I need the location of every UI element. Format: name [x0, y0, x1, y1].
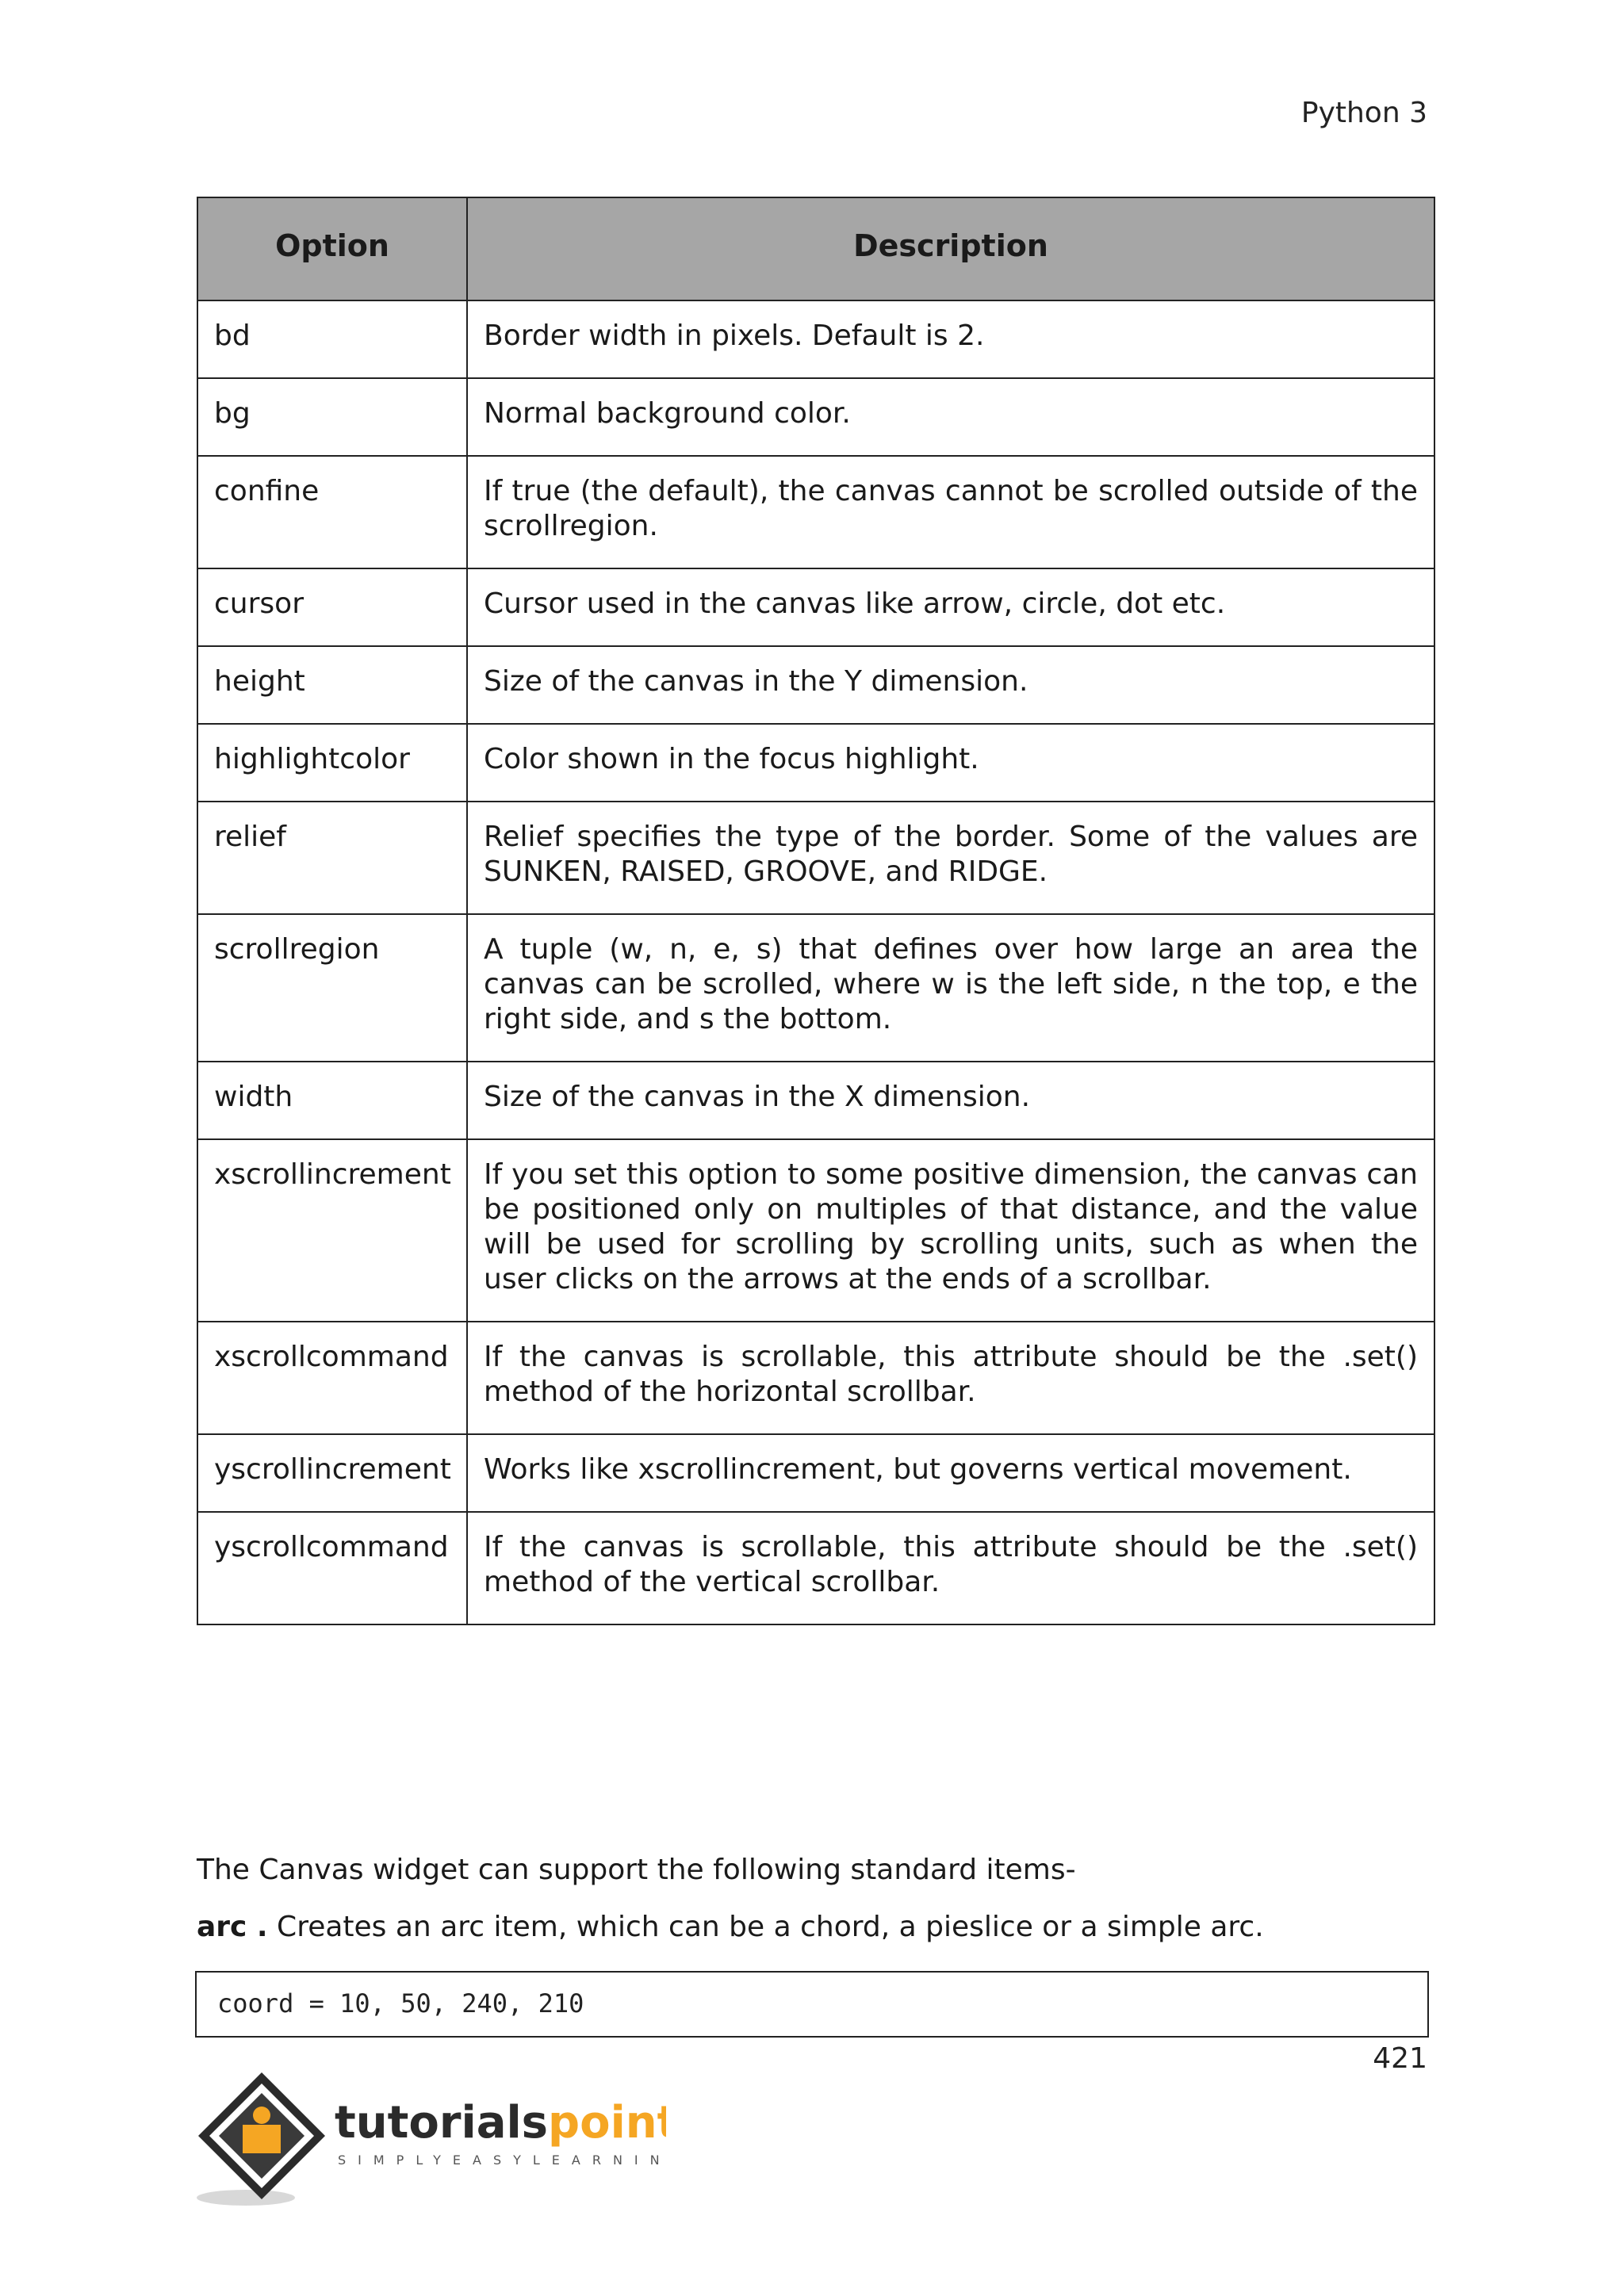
- table-row: [197, 1434, 1434, 1512]
- page-number: 421: [1373, 2042, 1427, 2075]
- description-cell: Relief specifies the type of the border. Some of the values are SUNKEN, RAISED, GROOVE, and RIDGE.: [467, 802, 1434, 914]
- table-row: [197, 568, 1434, 646]
- table-row: [197, 1512, 1434, 1624]
- description-cell: Border width in pixels. Default is 2.: [467, 300, 1434, 378]
- table-row: [197, 456, 1434, 568]
- description-cell: Works like xscrollincrement, but governs vertical movement.: [467, 1434, 1434, 1512]
- table-row: [197, 378, 1434, 456]
- logo-wordmark: tutorialspoint: [335, 2097, 666, 2149]
- option-cell: scrollregion: [197, 914, 467, 1062]
- option-cell: yscrollincrement: [197, 1434, 467, 1512]
- arc-term: arc .: [197, 1911, 268, 1943]
- option-cell: width: [197, 1062, 467, 1139]
- table-row: [197, 1139, 1434, 1322]
- description-cell: A tuple (w, n, e, s) that defines over how large an area the canvas can be scrolled, where w is the left side, n the top, e the right side, and s the bottom.: [467, 914, 1434, 1062]
- option-cell: relief: [197, 802, 467, 914]
- option-cell: bg: [197, 378, 467, 456]
- table-row: [197, 914, 1434, 1062]
- logo-person-head: [253, 2107, 270, 2124]
- description-cell: Cursor used in the canvas like arrow, circle, dot etc.: [467, 568, 1434, 646]
- table-row: [197, 724, 1434, 802]
- arc-description: Creates an arc item, which can be a chord, a pieslice or a simple arc.: [267, 1911, 1264, 1943]
- option-cell: xscrollcommand: [197, 1322, 467, 1434]
- tutorialspoint-logo: [190, 2069, 666, 2215]
- table-row: [197, 300, 1434, 378]
- description-cell: If true (the default), the canvas cannot be scrolled outside of the scrollregion.: [467, 456, 1434, 568]
- logo-book: [243, 2125, 281, 2153]
- table-body: [197, 300, 1434, 1624]
- option-cell: yscrollcommand: [197, 1512, 467, 1624]
- option-cell: xscrollincrement: [197, 1139, 467, 1322]
- logo-tagline: SIMPLYEASYLEARNING: [338, 2152, 666, 2168]
- table-header-row: [197, 197, 1434, 300]
- logo-shadow: [197, 2190, 295, 2206]
- description-cell: Size of the canvas in the X dimension.: [467, 1062, 1434, 1139]
- option-cell: height: [197, 646, 467, 724]
- description-cell: Normal background color.: [467, 378, 1434, 456]
- table-row: [197, 646, 1434, 724]
- description-cell: Size of the canvas in the Y dimension.: [467, 646, 1434, 724]
- intro-paragraph: The Canvas widget can support the following standard items-: [197, 1854, 1076, 1886]
- column-header-description: Description: [467, 197, 1434, 300]
- description-cell: If the canvas is scrollable, this attribute should be the .set() method of the horizontal scrollbar.: [467, 1322, 1434, 1434]
- table-row: [197, 802, 1434, 914]
- description-cell: If the canvas is scrollable, this attribute should be the .set() method of the vertical scrollbar.: [467, 1512, 1434, 1624]
- description-cell: Color shown in the focus highlight.: [467, 724, 1434, 802]
- option-cell: highlightcolor: [197, 724, 467, 802]
- code-block: [195, 1971, 1429, 2038]
- table-row: [197, 1322, 1434, 1434]
- option-cell: confine: [197, 456, 467, 568]
- option-cell: cursor: [197, 568, 467, 646]
- table-row: [197, 1062, 1434, 1139]
- code-line: coord = 10, 50, 240, 210: [217, 1988, 584, 2019]
- running-header: Python 3: [1300, 97, 1427, 129]
- options-table: [197, 197, 1435, 1625]
- option-cell: bd: [197, 300, 467, 378]
- arc-paragraph: [197, 1911, 1434, 1943]
- column-header-option: Option: [197, 197, 467, 300]
- description-cell: If you set this option to some positive dimension, the canvas can be positioned only on multiples of that distance, and the value will be used for scrolling by scrolling units, such as when the user clicks on the arrows at the ends of a scrollbar.: [467, 1139, 1434, 1322]
